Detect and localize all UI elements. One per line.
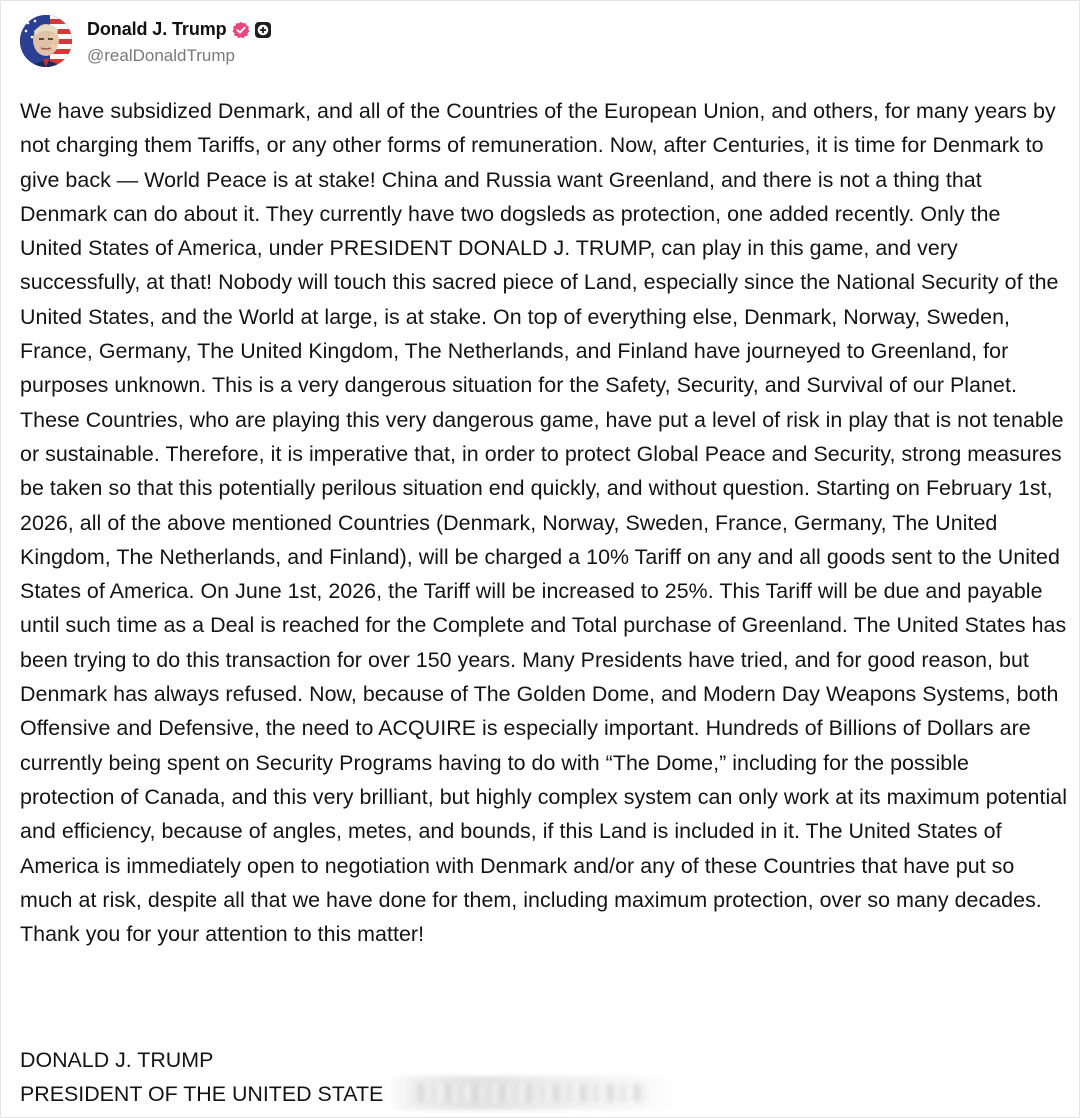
name-row	[87, 17, 272, 43]
post-header	[20, 14, 272, 68]
author-avatar[interactable]	[20, 15, 72, 67]
post-body	[20, 94, 1068, 951]
plus-badge-icon	[254, 21, 272, 39]
blurred-watermark	[388, 1076, 680, 1110]
signature-name: DONALD J. TRUMP	[20, 1048, 214, 1072]
post-text: We have subsidized Denmark, and all of the Countries of the European Union, and others, for many years by not charging them Tariffs, or any other forms of remuneration. Now, after Centuries, it is time for Denmark to give back — World Peace is at stake! China and Russia want Greenland, and there is not a thing that Denmark can do about it. They currently have two dogsleds as protection, one added recently. Only the United States of America, under PRESIDENT DONALD J. TRUMP, can play in this game, and very successfully, at that! Nobody will touch this sacred piece of Land, especially since the National Security of the United States, and the World at large, is at stake. On top of everything else, Denmark, Norway, Sweden, France, Germany, The United Kingdom, The Netherlands, and Finland have journeyed to Greenland, for purposes unknown. This is a very dangerous situation for the Safety, Security, and Survival of our Planet. These Countries, who are playing this very dangerous game, have put a level of risk in play that is not tenable or sustainable. Therefore, it is imperative that, in order to protect Global Peace and Security, strong measures be taken so that this potentially perilous situation end quickly, and without question. Starting on February 1st, 2026, all of the above mentioned Countries (Denmark, Norway, Sweden, France, Germany, The United Kingdom, The Netherlands, and Finland), will be charged a 10% Tariff on any and all goods sent to the United States of America. On June 1st, 2026, the Tariff will be increased to 25%. This Tariff will be due and payable until such time as a Deal is reached for the Complete and Total purchase of Greenland. The United States has been trying to do this transaction for over 150 years. Many Presidents have tried, and for good reason, but Denmark has always refused. Now, because of The Golden Dome, and Modern Day Weapons Systems, both Offensive and Defensive, the need to ACQUIRE is especially important. Hundreds of Billions of Dollars are currently being spent on Security Programs having to do with “The Dome,” including for the possible protection of Canada, and this very brilliant, but highly complex system can only work at its maximum potential and efficiency, because of angles, metes, and bounds, if this Land is included in it. The United States of America is immediately open to negotiation with Denmark and/or any of these Countries that have put so much at risk, despite all that we have done for them, including maximum protection, over so many decades. Thank you for your attention to this matter!	[20, 99, 1068, 947]
avatar-portrait-icon	[20, 15, 72, 67]
signature-title: PRESIDENT OF THE UNITED STATE	[20, 1082, 384, 1107]
author-handle[interactable]: @realDonaldTrump	[87, 45, 235, 65]
author-display-name[interactable]: Donald J. Trump	[87, 19, 227, 39]
post-signature	[20, 1043, 383, 1112]
verified-badge-icon	[232, 21, 250, 39]
author-identity	[87, 17, 272, 66]
